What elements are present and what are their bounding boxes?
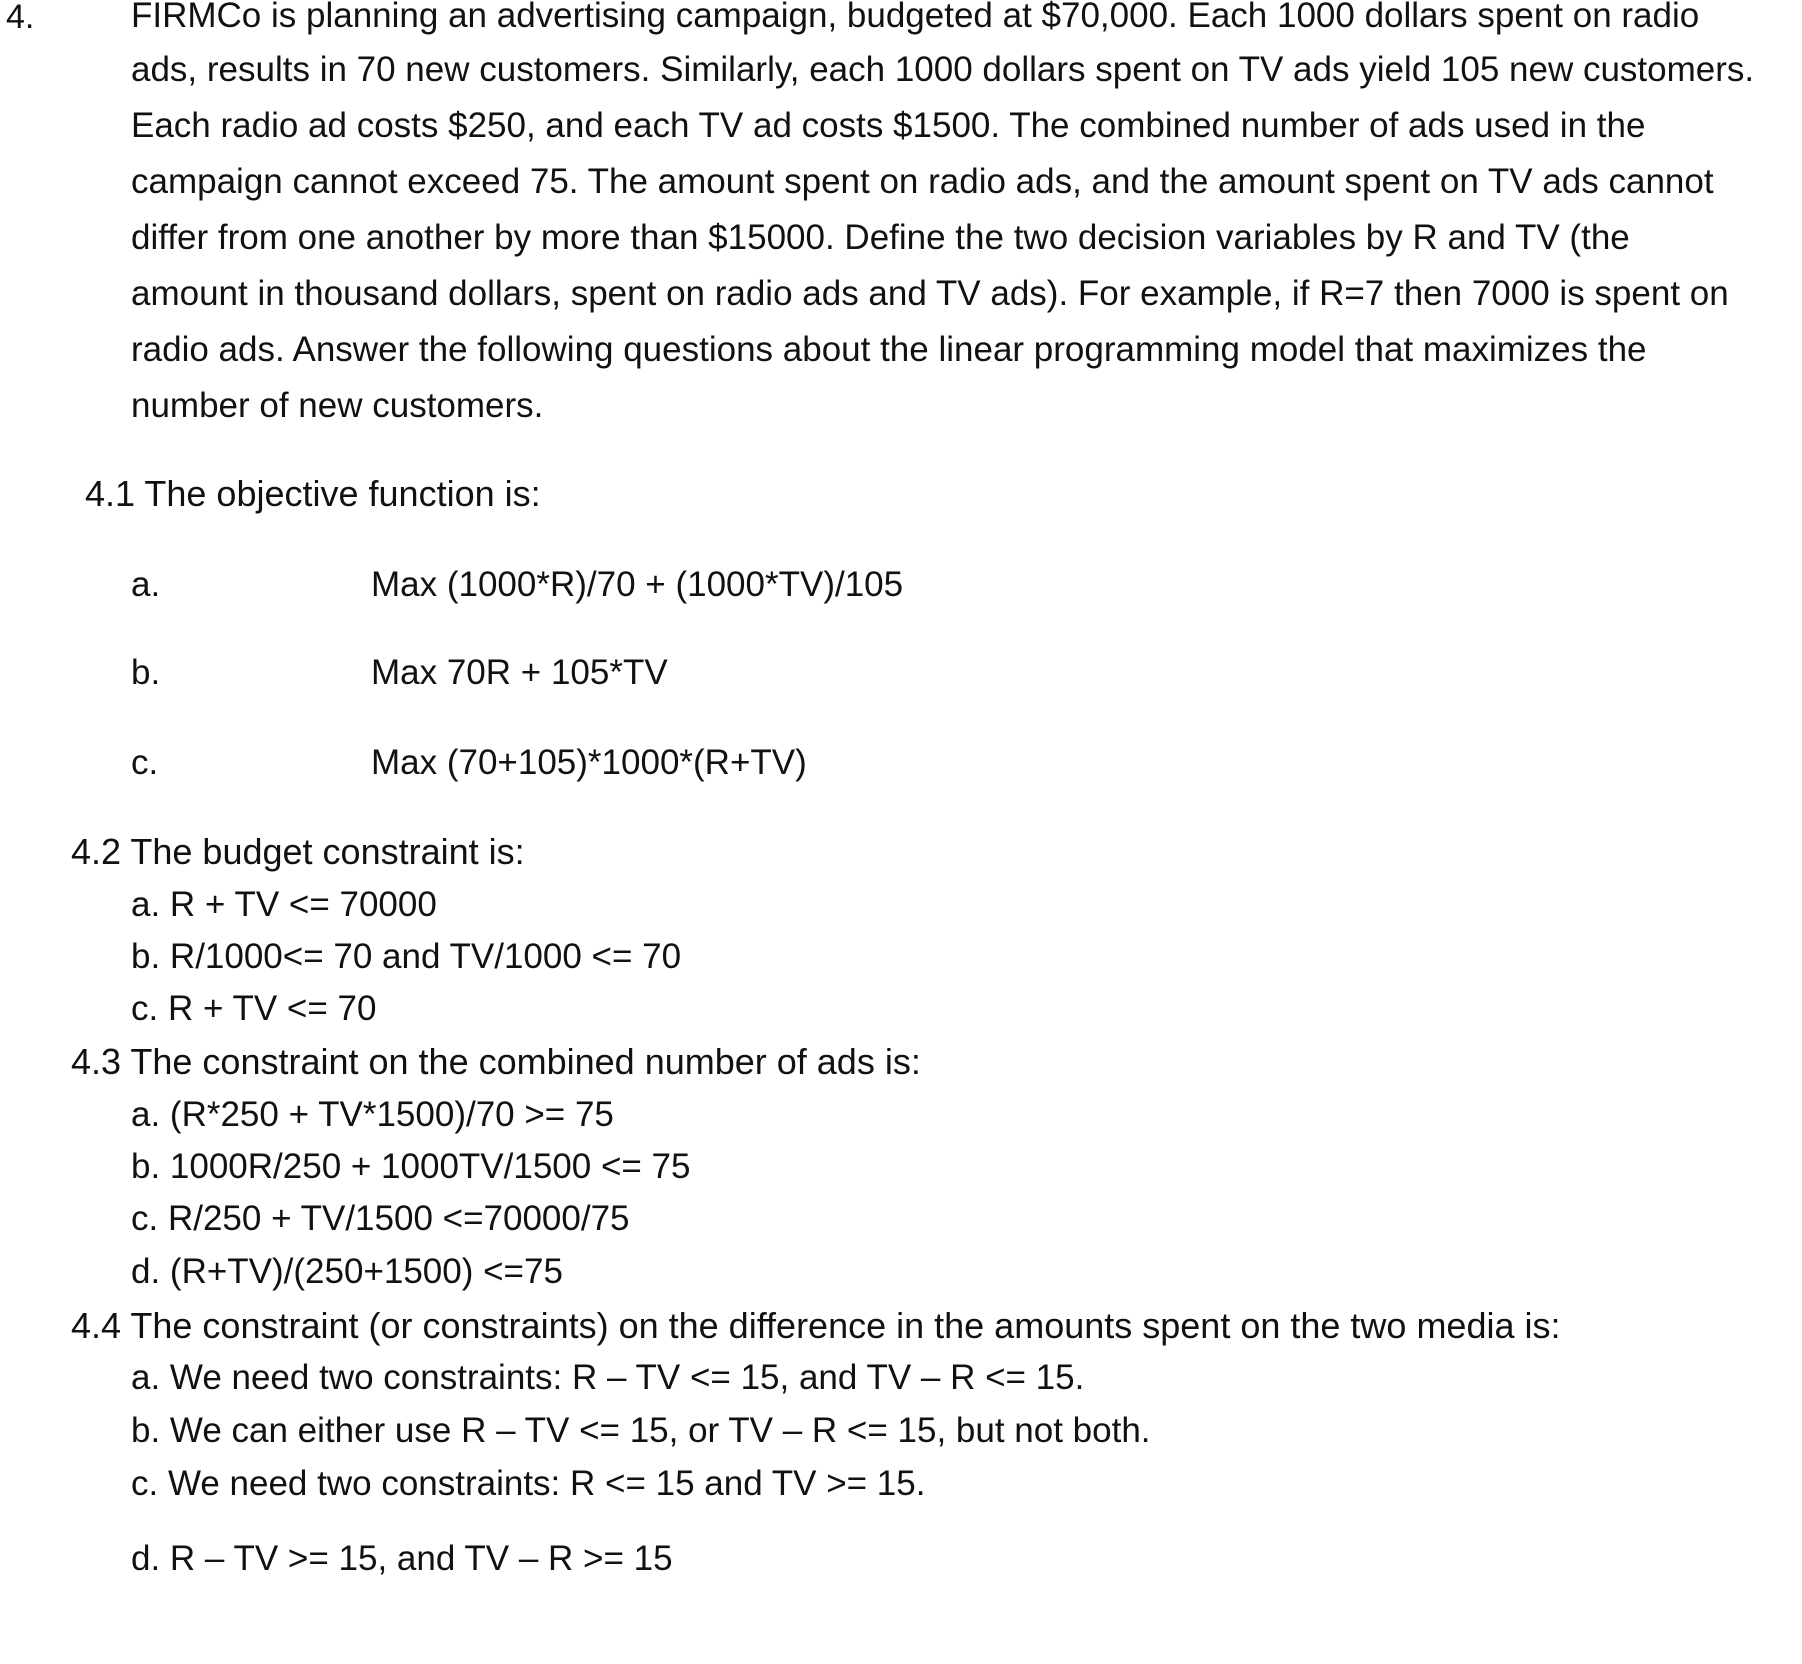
subquestion-heading-4-1: 4.1 The objective function is: [85,473,541,514]
subquestion-heading-4-2: 4.2 The budget constraint is: [71,831,525,872]
option-expression: Max 70R + 105*TV [371,653,668,692]
option-item: a. R + TV <= 70000 [131,885,437,924]
option-letter: b. [131,653,161,692]
option-letter: c. [131,743,159,782]
option-item: c. R + TV <= 70 [131,989,377,1028]
option-item: a. (R*250 + TV*1500)/70 >= 75 [131,1095,614,1134]
option-item: a. We need two constraints: R – TV <= 15, and TV – R <= 15. [131,1358,1085,1397]
option-item: d. R – TV >= 15, and TV – R >= 15 [131,1539,673,1578]
question-number: 4. [6,0,35,36]
option-item: b. We can either use R – TV <= 15, or TV – R <= 15, but not both. [131,1411,1151,1450]
question-text-line: amount in thousand dollars, spent on radio ads and TV ads). For example, if R=7 then 7000 is spent on [131,274,1729,313]
option-expression: Max (70+105)*1000*(R+TV) [371,743,807,782]
option-item: c. We need two constraints: R <= 15 and TV >= 15. [131,1464,926,1503]
question-text-line: differ from one another by more than $15000. Define the two decision variables by R and TV (the [131,218,1630,257]
option-letter: a. [131,565,161,604]
option-expression: Max (1000*R)/70 + (1000*TV)/105 [371,565,904,604]
option-item: b. 1000R/250 + 1000TV/1500 <= 75 [131,1147,691,1186]
subquestion-heading-4-3: 4.3 The constraint on the combined number of ads is: [71,1041,921,1082]
question-text-line: number of new customers. [131,386,544,425]
question-text-line: Each radio ad costs $250, and each TV ad costs $1500. The combined number of ads used in the [131,106,1646,145]
question-text-line: campaign cannot exceed 75. The amount spent on radio ads, and the amount spent on TV ads cannot [131,162,1714,201]
option-item: c. R/250 + TV/1500 <=70000/75 [131,1199,630,1238]
option-item: d. (R+TV)/(250+1500) <=75 [131,1252,563,1291]
question-text-line: ads, results in 70 new customers. Similarly, each 1000 dollars spent on TV ads yield 105 new customers. [131,50,1755,89]
question-text-line: radio ads. Answer the following questions about the linear programming model that maximizes the [131,330,1647,369]
subquestion-heading-4-4: 4.4 The constraint (or constraints) on the difference in the amounts spent on the two media is: [71,1305,1561,1346]
option-item: b. R/1000<= 70 and TV/1000 <= 70 [131,937,682,976]
question-text-line: FIRMCo is planning an advertising campaign, budgeted at $70,000. Each 1000 dollars spent on radio [131,0,1700,35]
